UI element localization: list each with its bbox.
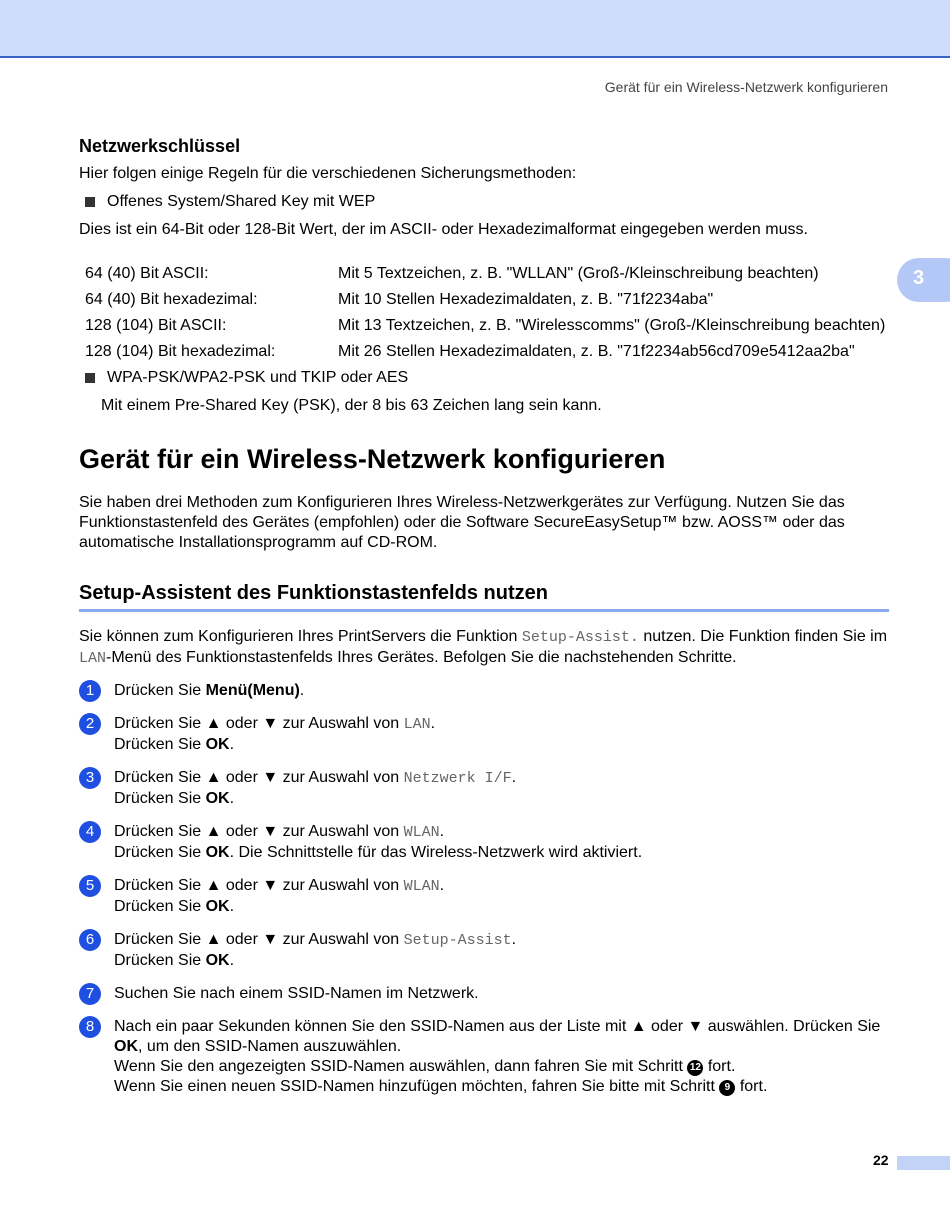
step-text: Drücken Sie [114,844,206,861]
wep-description: Dies ist ein 64-Bit oder 128-Bit Wert, der im ASCII- oder Hexadezimalformat eingegeben werden muss. [79,221,808,238]
step-text: . [229,952,235,969]
step-reference-9-icon: 9 [719,1080,735,1096]
key-table-row [85,290,889,310]
setup-intro-code: Setup-Assist. [521,629,639,646]
step-key: OK [205,898,230,915]
bullet-wep [85,192,889,212]
step-text: . [439,877,445,894]
step-text: . [229,790,235,807]
step-key: OK [205,790,230,807]
setup-intro-text: nutzen. Die Funktion finden Sie im [638,628,888,645]
step-text: fort. [703,1058,736,1075]
running-header: Gerät für ein Wireless-Netzwerk konfigurieren [604,79,888,95]
key-rule: Mit 13 Textzeichen, z. B. "Wirelesscomms" (Groß-/Kleinschreibung beachten) [338,317,886,334]
step-number-icon: 1 [79,680,101,702]
key-type: 128 (104) Bit ASCII: [85,317,227,334]
top-header-band [0,0,950,58]
step-reference-12-icon: 12 [687,1060,703,1076]
step-text: Drücken Sie ▲ oder ▼ zur Auswahl von [114,769,404,786]
step-text: . [511,769,517,786]
chapter-number: 3 [913,267,925,289]
key-rule: Mit 26 Stellen Hexadezimaldaten, z. B. "71f2234ab56cd709e5412aa2ba" [338,343,855,360]
setup-intro-text: -Menü des Funktionstastenfelds Ihres Gerätes. Befolgen Sie die nachstehenden Schritte. [106,649,737,666]
step-number-icon: 3 [79,767,101,789]
wpa-description: Mit einem Pre-Shared Key (PSK), der 8 bis 63 Zeichen lang sein kann. [101,397,602,414]
step-number-icon: 7 [79,983,101,1005]
step-text: , um den SSID-Namen auszuwählen. [138,1038,402,1055]
step-text: Drücken Sie ▲ oder ▼ zur Auswahl von [114,715,404,732]
step-code: Netzwerk I/F [403,770,512,787]
bullet-wpa [85,368,889,388]
step-7 [79,984,889,1004]
step-number-icon: 5 [79,875,101,897]
key-table-row [85,342,889,362]
step-number-icon: 2 [79,713,101,735]
step-code: WLAN [403,878,440,895]
heading-network-key: Netzwerkschlüssel [79,136,241,156]
step-text: Drücken Sie [114,898,206,915]
step-text: . [299,682,305,699]
heading-setup-assistant: Setup-Assistent des Funktionstastenfelds nutzen [79,580,889,612]
key-table-row [85,264,889,284]
step-number-icon: 4 [79,821,101,843]
step-key: Menü(Menu) [205,682,300,699]
chapter-tab [897,258,950,302]
step-code: WLAN [403,824,440,841]
step-text: . [511,931,517,948]
step-text: Wenn Sie den angezeigten SSID-Namen auswählen, dann fahren Sie mit Schritt [114,1058,688,1075]
key-rule: Mit 5 Textzeichen, z. B. "WLLAN" (Groß-/Kleinschreibung beachten) [338,265,819,282]
step-text: . [439,823,445,840]
step-3 [79,768,889,809]
step-text: Drücken Sie [114,790,206,807]
step-text: Nach ein paar Sekunden können Sie den SSID-Namen aus der Liste mit ▲ oder ▼ auswählen. Drücken Sie [114,1018,881,1035]
step-text: Drücken Sie ▲ oder ▼ zur Auswahl von [114,931,404,948]
key-table-row [85,316,889,336]
configure-body: Sie haben drei Methoden zum Konfigurieren Ihres Wireless-Netzwerkgerätes zur Verfügung. Nutzen Sie das Funktionstastenfeld des Gerätes (empfohlen) oder die Software SecureEasySetup™ bzw. AOSS™ oder das automatische Installationsprogramm auf CD-ROM. [79,494,845,551]
step-text: Drücken Sie [114,736,206,753]
step-text: . [229,736,235,753]
step-number-icon: 8 [79,1016,101,1038]
setup-intro-text: Sie können zum Konfigurieren Ihres PrintServers die Funktion [79,628,522,645]
page-content [79,135,889,1097]
step-number-icon: 6 [79,929,101,951]
key-rule: Mit 10 Stellen Hexadezimaldaten, z. B. "71f2234aba" [338,291,714,308]
step-text: . Die Schnittstelle für das Wireless-Netzwerk wird aktiviert. [229,844,643,861]
bullet-wep-text: Offenes System/Shared Key mit WEP [107,193,376,210]
step-key: OK [205,952,230,969]
step-text: Suchen Sie nach einem SSID-Namen im Netzwerk. [114,985,479,1002]
page-number: 22 [873,1152,889,1168]
step-6 [79,930,889,971]
step-text: fort. [735,1078,768,1095]
heading-configure-device: Gerät für ein Wireless-Netzwerk konfigurieren [79,444,666,474]
key-type: 64 (40) Bit hexadezimal: [85,291,258,308]
step-text: . [430,715,436,732]
step-text: Drücken Sie ▲ oder ▼ zur Auswahl von [114,877,404,894]
step-code: LAN [403,716,431,733]
step-4 [79,822,889,863]
step-8 [79,1017,889,1097]
setup-intro-code: LAN [79,650,107,667]
bullet-square-icon [85,197,95,207]
key-type: 128 (104) Bit hexadezimal: [85,343,276,360]
step-text: Drücken Sie [114,682,206,699]
key-type: 64 (40) Bit ASCII: [85,265,209,282]
step-text: Drücken Sie [114,952,206,969]
key-intro: Hier folgen einige Regeln für die verschiedenen Sicherungsmethoden: [79,165,577,182]
step-key: OK [205,736,230,753]
step-code: Setup-Assist [403,932,512,949]
step-key: OK [114,1038,138,1055]
step-5 [79,876,889,917]
page-number-bar [897,1156,950,1170]
step-text: Wenn Sie einen neuen SSID-Namen hinzufügen möchten, fahren Sie bitte mit Schritt [114,1078,720,1095]
step-text: Drücken Sie ▲ oder ▼ zur Auswahl von [114,823,404,840]
step-text: . [229,898,235,915]
step-1 [79,681,889,701]
bullet-wpa-text: WPA-PSK/WPA2-PSK und TKIP oder AES [107,369,409,386]
bullet-square-icon [85,373,95,383]
step-2 [79,714,889,755]
step-key: OK [205,844,230,861]
key-table [85,264,889,362]
setup-intro [79,627,889,669]
